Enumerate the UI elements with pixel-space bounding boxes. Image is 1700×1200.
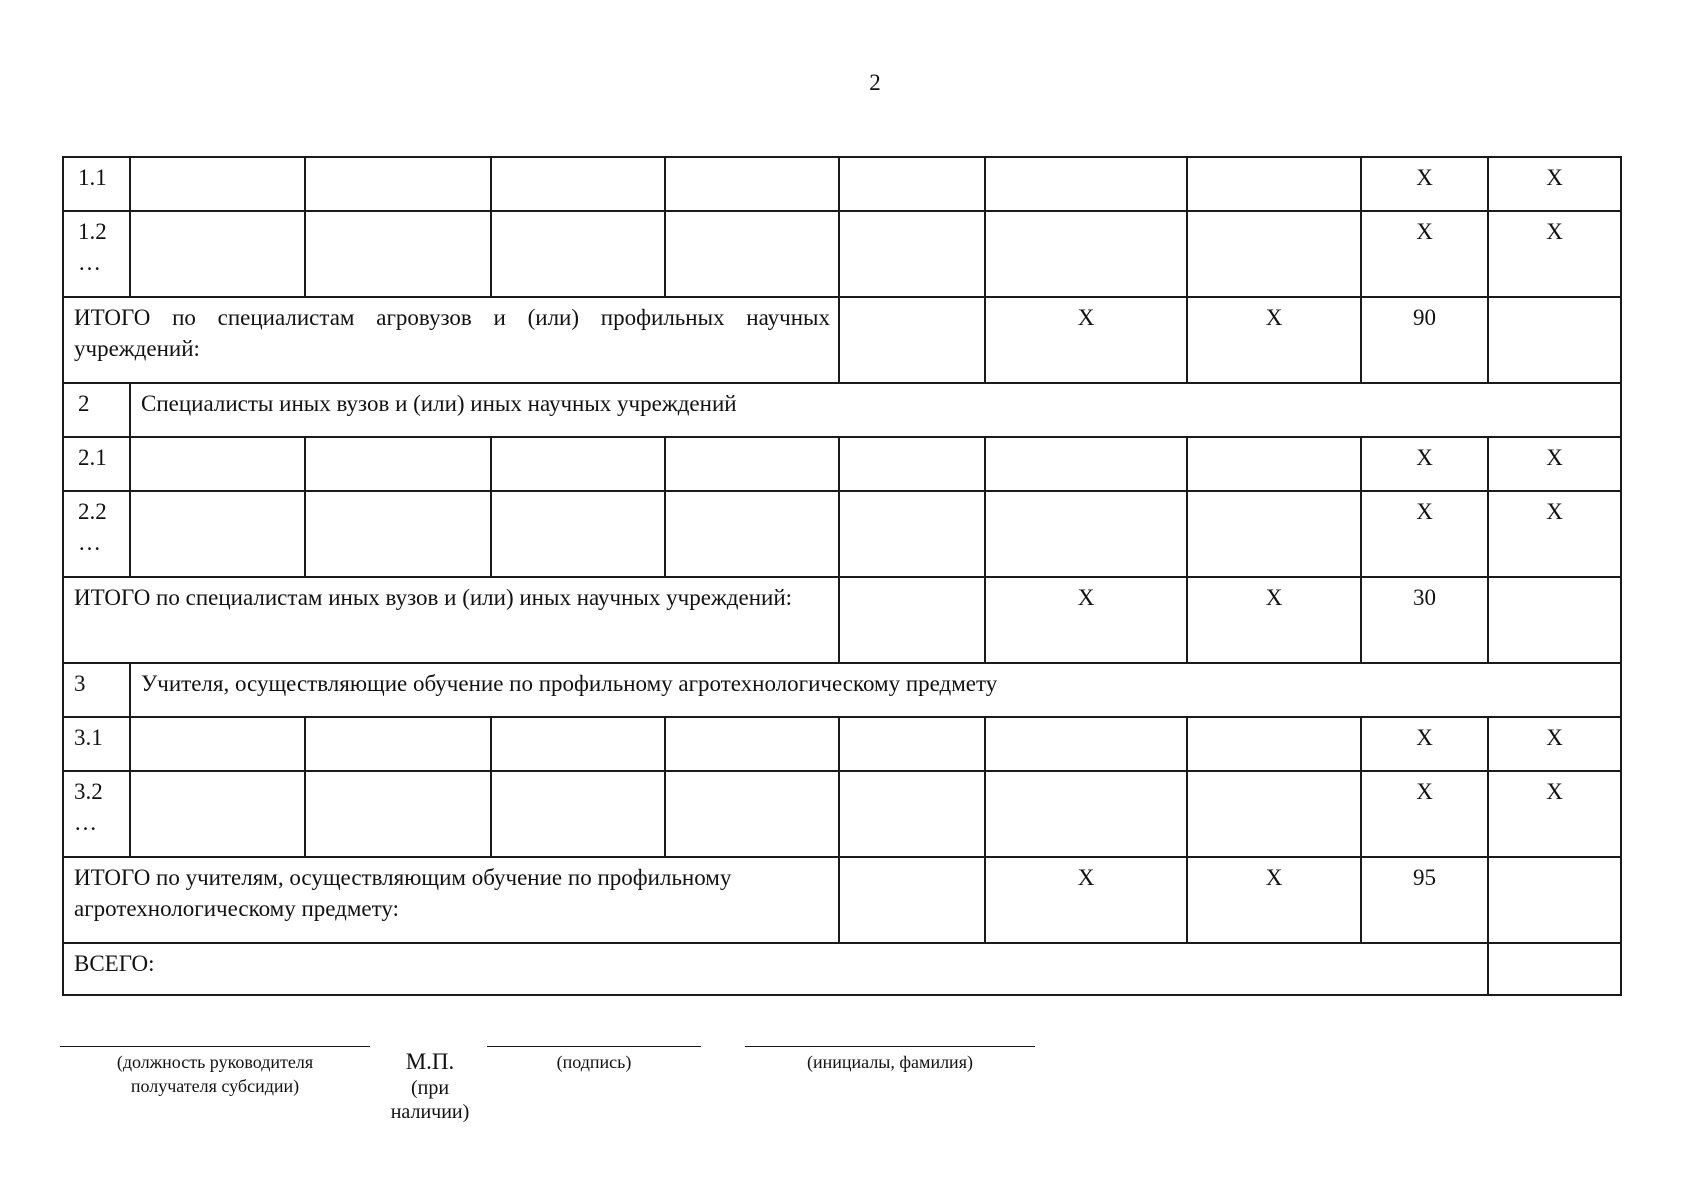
table-cell: [1187, 437, 1361, 491]
signature-caption: (подпись): [556, 1052, 632, 1072]
x-mark-cell: X: [1361, 211, 1488, 297]
table-cell: [839, 211, 985, 297]
table-cell: [1488, 297, 1621, 383]
table-row: [63, 491, 1621, 577]
table-cell: [491, 157, 665, 211]
table-cell: [1187, 211, 1361, 297]
ellipsis: …: [74, 810, 97, 835]
table-cell: [305, 771, 491, 857]
table-cell: [839, 577, 985, 663]
table-row: [63, 211, 1621, 297]
subtotal-row: [63, 577, 1621, 663]
table-cell: [1187, 157, 1361, 211]
x-mark-cell: X: [985, 577, 1187, 663]
table-cell: [305, 491, 491, 577]
table-row: [63, 771, 1621, 857]
table-cell: [839, 771, 985, 857]
stamp-title: М.П.: [405, 1049, 455, 1074]
section-number: 2: [63, 383, 130, 437]
section-title: Учителя, осуществляющие обучение по профильному агротехнологическому предмету: [130, 663, 1621, 717]
table-cell: [491, 211, 665, 297]
table-cell: [839, 157, 985, 211]
table-cell: [985, 437, 1187, 491]
x-mark-cell: X: [1361, 771, 1488, 857]
subtotal-value: 95: [1361, 857, 1488, 943]
table-cell: [305, 437, 491, 491]
section-title: Специалисты иных вузов и (или) иных научных учреждений: [130, 383, 1621, 437]
table-cell: [305, 157, 491, 211]
table-cell: [839, 717, 985, 771]
subsidy-report-table: [62, 156, 1622, 996]
x-mark-cell: X: [1488, 491, 1621, 577]
grand-total-value: [1488, 943, 1621, 995]
table-cell: [1187, 491, 1361, 577]
table-cell: [130, 491, 305, 577]
table-cell: [1187, 771, 1361, 857]
table-cell: [665, 211, 839, 297]
table-cell: [839, 297, 985, 383]
table-cell: [130, 437, 305, 491]
x-mark-cell: X: [1361, 437, 1488, 491]
x-mark-cell: X: [1488, 771, 1621, 857]
x-mark-cell: X: [985, 297, 1187, 383]
section-header-row: [63, 383, 1621, 437]
table-cell: [839, 857, 985, 943]
x-mark-cell: X: [1361, 491, 1488, 577]
page-number: 2: [869, 70, 881, 95]
table-cell: [1187, 717, 1361, 771]
table-cell: [130, 157, 305, 211]
row-number: 1.2: [78, 219, 107, 244]
x-mark-cell: X: [1488, 717, 1621, 771]
name-signature-line: [745, 1046, 1035, 1047]
table-cell: [985, 157, 1187, 211]
table-cell: [665, 717, 839, 771]
row-number-cell: [63, 211, 130, 297]
subtotal-label: ИТОГО по учителям, осуществляющим обучение по профильному агротехнологическому предмету:: [63, 857, 839, 943]
grand-total-row: [63, 943, 1621, 995]
table-cell: [665, 491, 839, 577]
signature-line: [487, 1046, 701, 1047]
table-cell: [985, 211, 1187, 297]
x-mark-cell: X: [1187, 577, 1361, 663]
stamp-placeholder: [378, 1050, 482, 1124]
row-number: 3.1: [63, 717, 130, 771]
table-cell: [491, 717, 665, 771]
table-row: [63, 437, 1621, 491]
ellipsis: …: [78, 250, 101, 275]
row-number: 1.1: [63, 157, 130, 211]
ellipsis: …: [78, 530, 101, 555]
x-mark-cell: X: [1488, 157, 1621, 211]
row-number: 3.2: [74, 779, 103, 804]
table-cell: [985, 717, 1187, 771]
table-cell: [985, 771, 1187, 857]
x-mark-cell: X: [1488, 211, 1621, 297]
table-cell: [1488, 857, 1621, 943]
subtotal-row: [63, 297, 1621, 383]
table-cell: [130, 771, 305, 857]
table-cell: [305, 717, 491, 771]
x-mark-cell: X: [985, 857, 1187, 943]
table-row: [63, 157, 1621, 211]
row-number-cell: [63, 491, 130, 577]
table-cell: [665, 437, 839, 491]
x-mark-cell: X: [1187, 297, 1361, 383]
x-mark-cell: X: [1361, 717, 1488, 771]
table-cell: [305, 211, 491, 297]
subtotal-row: [63, 857, 1621, 943]
x-mark-cell: X: [1187, 857, 1361, 943]
table-cell: [985, 491, 1187, 577]
stamp-note: (при наличии): [390, 1077, 470, 1123]
subtotal-value: 90: [1361, 297, 1488, 383]
position-signature-line: [60, 1046, 370, 1047]
x-mark-cell: X: [1361, 157, 1488, 211]
table-cell: [665, 771, 839, 857]
section-header-row: [63, 663, 1621, 717]
section-number: 3: [63, 663, 130, 717]
position-caption: (должность руководителя получателя субсидии): [116, 1052, 314, 1096]
subtotal-label: ИТОГО по специалистам иных вузов и (или) иных научных учреждений:: [63, 577, 839, 663]
table-cell: [491, 437, 665, 491]
row-number-cell: [63, 771, 130, 857]
row-number: 2.2: [78, 499, 107, 524]
table-cell: [491, 771, 665, 857]
table-cell: [130, 717, 305, 771]
grand-total-label: ВСЕГО:: [63, 943, 1488, 995]
table-cell: [665, 157, 839, 211]
table-cell: [491, 491, 665, 577]
x-mark-cell: X: [1488, 437, 1621, 491]
subtotal-label: ИТОГО по специалистам агровузов и (или) профильных научных учреждений:: [63, 297, 839, 383]
table-row: [63, 717, 1621, 771]
table-cell: [130, 211, 305, 297]
table-cell: [1488, 577, 1621, 663]
table-cell: [839, 437, 985, 491]
subtotal-value: 30: [1361, 577, 1488, 663]
table-cell: [839, 491, 985, 577]
row-number: 2.1: [63, 437, 130, 491]
name-caption: (инициалы, фамилия): [807, 1052, 973, 1072]
